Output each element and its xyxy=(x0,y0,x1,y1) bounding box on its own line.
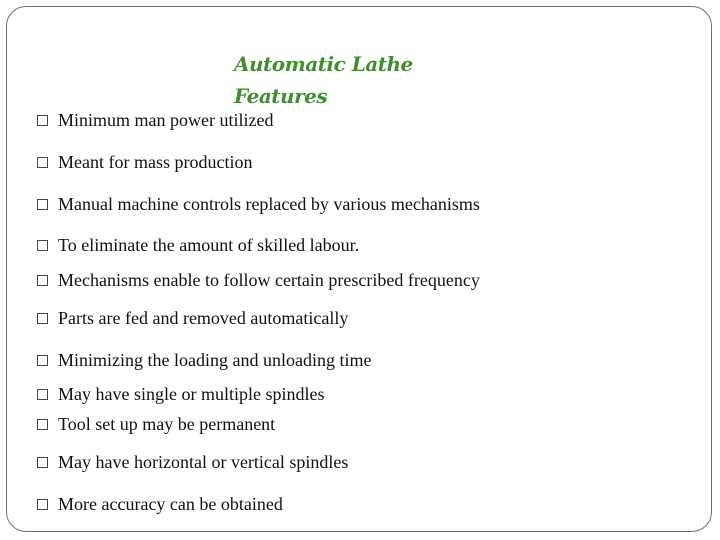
checkbox-square-icon xyxy=(37,355,48,366)
list-item xyxy=(37,307,348,329)
list-item xyxy=(37,493,283,515)
checkbox-square-icon xyxy=(37,199,48,210)
list-item-text: Minimizing the loading and unloading time xyxy=(58,350,372,370)
list-item-text: Meant for mass production xyxy=(58,152,253,172)
checkbox-square-icon xyxy=(37,313,48,324)
list-item-text: Tool set up may be permanent xyxy=(58,414,276,434)
checkbox-square-icon xyxy=(37,457,48,468)
list-item-text: May have single or multiple spindles xyxy=(58,384,325,404)
list-item-text: Minimum man power utilized xyxy=(58,110,274,130)
list-item-text: May have horizontal or vertical spindles xyxy=(58,452,349,472)
title-line-2: Features xyxy=(234,84,328,108)
checkbox-square-icon xyxy=(37,115,48,126)
list-item xyxy=(37,193,480,215)
list-item xyxy=(37,349,371,371)
list-item-text: Manual machine controls replaced by various mechanisms xyxy=(58,194,480,214)
list-item xyxy=(37,269,480,291)
slide-title xyxy=(234,48,434,112)
list-item-text: More accuracy can be obtained xyxy=(58,494,283,514)
list-item xyxy=(37,451,348,473)
list-item-text: Parts are fed and removed automatically xyxy=(58,308,349,328)
list-item xyxy=(37,413,275,435)
list-item xyxy=(37,234,359,256)
checkbox-square-icon xyxy=(37,389,48,400)
list-item-text: Mechanisms enable to follow certain prescribed frequency xyxy=(58,270,480,290)
list-item xyxy=(37,383,324,405)
checkbox-square-icon xyxy=(37,275,48,286)
checkbox-square-icon xyxy=(37,240,48,251)
list-item-text: To eliminate the amount of skilled labour. xyxy=(58,235,360,255)
checkbox-square-icon xyxy=(37,499,48,510)
title-line-1: Automatic Lathe xyxy=(234,52,413,76)
checkbox-square-icon xyxy=(37,419,48,430)
list-item xyxy=(37,151,252,173)
checkbox-square-icon xyxy=(37,157,48,168)
list-item xyxy=(37,109,273,131)
